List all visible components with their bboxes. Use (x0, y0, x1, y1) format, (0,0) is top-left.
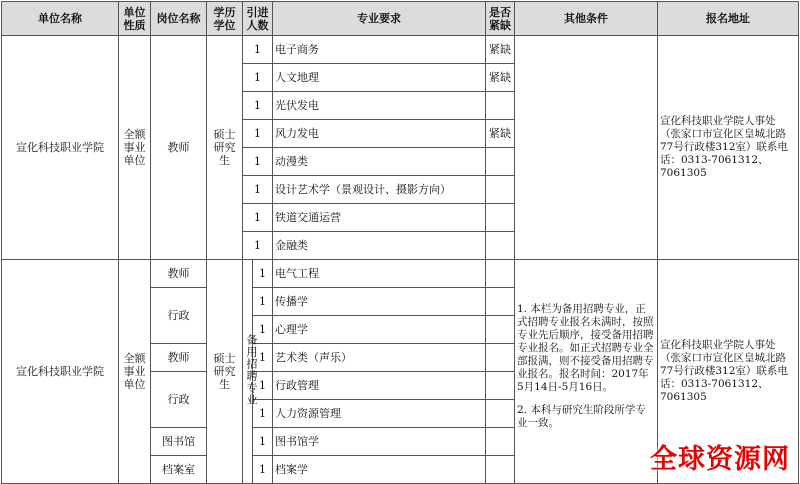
header-other-conditions: 其他条件 (515, 2, 658, 36)
shortage-cell (486, 456, 515, 484)
shortage-cell (486, 400, 515, 428)
condition-note-2: 2. 本科与研究生阶段所学专业一致。 (517, 404, 646, 429)
position-name: 教师 (151, 260, 207, 288)
shortage-cell (486, 344, 515, 372)
shortage-cell (486, 232, 515, 260)
shortage-cell (486, 288, 515, 316)
shortage-cell: 紧缺 (486, 36, 515, 64)
major-cell: 风力发电 (273, 120, 486, 148)
recruitment-table (1, 1, 799, 484)
position-name: 图书馆 (151, 428, 207, 456)
header-position: 岗位名称 (151, 2, 207, 36)
major-cell: 金融类 (273, 232, 486, 260)
backup-major-label-text: 备用招聘专业 (245, 334, 258, 406)
unit-name: 宣化科技职业学院 (2, 36, 119, 260)
major-cell: 动漫类 (273, 148, 486, 176)
shortage-cell: 紧缺 (486, 120, 515, 148)
address-cell: 宣化科技职业学院人事处（张家口市宣化区皇城北路77号行政楼312室）联系电话：0313-7061312、7061305 (658, 260, 799, 484)
major-cell: 传播学 (273, 288, 486, 316)
shortage-cell (486, 176, 515, 204)
degree: 硕士研究生 (207, 36, 243, 260)
count-cell: 1 (253, 372, 273, 400)
header-unit-name: 单位名称 (2, 2, 119, 36)
count-cell: 1 (253, 344, 273, 372)
other-conditions-cell (515, 36, 658, 260)
header-row (2, 2, 799, 36)
table-row (2, 36, 799, 64)
shortage-cell (486, 204, 515, 232)
position-name: 教师 (151, 36, 207, 260)
major-cell: 档案学 (273, 456, 486, 484)
count-cell: 1 (243, 204, 273, 232)
major-cell: 心理学 (273, 316, 486, 344)
count-cell: 1 (253, 456, 273, 484)
backup-major-label (243, 260, 258, 484)
header-unit-nature: 单位性质 (119, 2, 151, 36)
header-address: 报名地址 (658, 2, 799, 36)
count-cell: 1 (243, 232, 273, 260)
position-name: 档案室 (151, 456, 207, 484)
header-count: 引进人数 (243, 2, 273, 36)
header-major: 专业要求 (273, 2, 486, 36)
unit-nature: 全额事业单位 (119, 36, 151, 260)
shortage-cell (486, 260, 515, 288)
count-cell: 1 (253, 400, 273, 428)
count-cell: 1 (243, 64, 273, 92)
count-cell: 1 (243, 176, 273, 204)
major-cell: 人文地理 (273, 64, 486, 92)
major-cell: 电气工程 (273, 260, 486, 288)
count-cell: 1 (243, 120, 273, 148)
count-cell: 1 (253, 260, 273, 288)
major-cell: 行政管理 (273, 372, 486, 400)
major-cell: 电子商务 (273, 36, 486, 64)
count-cell: 1 (253, 428, 273, 456)
count-cell: 1 (243, 92, 273, 120)
major-cell: 人力资源管理 (273, 400, 486, 428)
shortage-cell: 紧缺 (486, 64, 515, 92)
position-name: 行政 (151, 288, 207, 344)
major-cell: 光伏发电 (273, 92, 486, 120)
shortage-cell (486, 316, 515, 344)
position-name: 教师 (151, 344, 207, 372)
unit-name: 宣化科技职业学院 (2, 260, 119, 484)
count-cell: 1 (253, 316, 273, 344)
other-conditions-cell (515, 260, 658, 484)
count-cell: 1 (243, 36, 273, 64)
unit-nature: 全额事业单位 (119, 260, 151, 484)
count-cell: 1 (253, 288, 273, 316)
condition-note-1: 1. 本栏为备用招聘专业，正式招聘专业报名未满时，按照专业先后顺序，接受备用招聘专业报名。如正式招聘专业全部报满，则不接受备用招聘专业报名。报名时间：2017年5月14日-5月16日。 (517, 303, 654, 393)
degree: 硕士研究生 (207, 260, 243, 484)
count-cell: 1 (243, 148, 273, 176)
shortage-cell (486, 372, 515, 400)
major-cell: 设计艺术学（景观设计、摄影方向） (273, 176, 486, 204)
header-shortage: 是否紧缺 (486, 2, 515, 36)
position-name: 行政 (151, 372, 207, 428)
major-cell: 艺术类（声乐） (273, 344, 486, 372)
header-degree: 学历学位 (207, 2, 243, 36)
shortage-cell (486, 428, 515, 456)
address-cell: 宣化科技职业学院人事处（张家口市宣化区皇城北路77号行政楼312室）联系电话：0313-7061312、7061305 (658, 36, 799, 260)
shortage-cell (486, 148, 515, 176)
table-row (2, 260, 799, 288)
major-cell: 铁道交通运营 (273, 204, 486, 232)
watermark-logo: 全球资源网 (650, 444, 790, 475)
shortage-cell (486, 92, 515, 120)
major-cell: 图书馆学 (273, 428, 486, 456)
